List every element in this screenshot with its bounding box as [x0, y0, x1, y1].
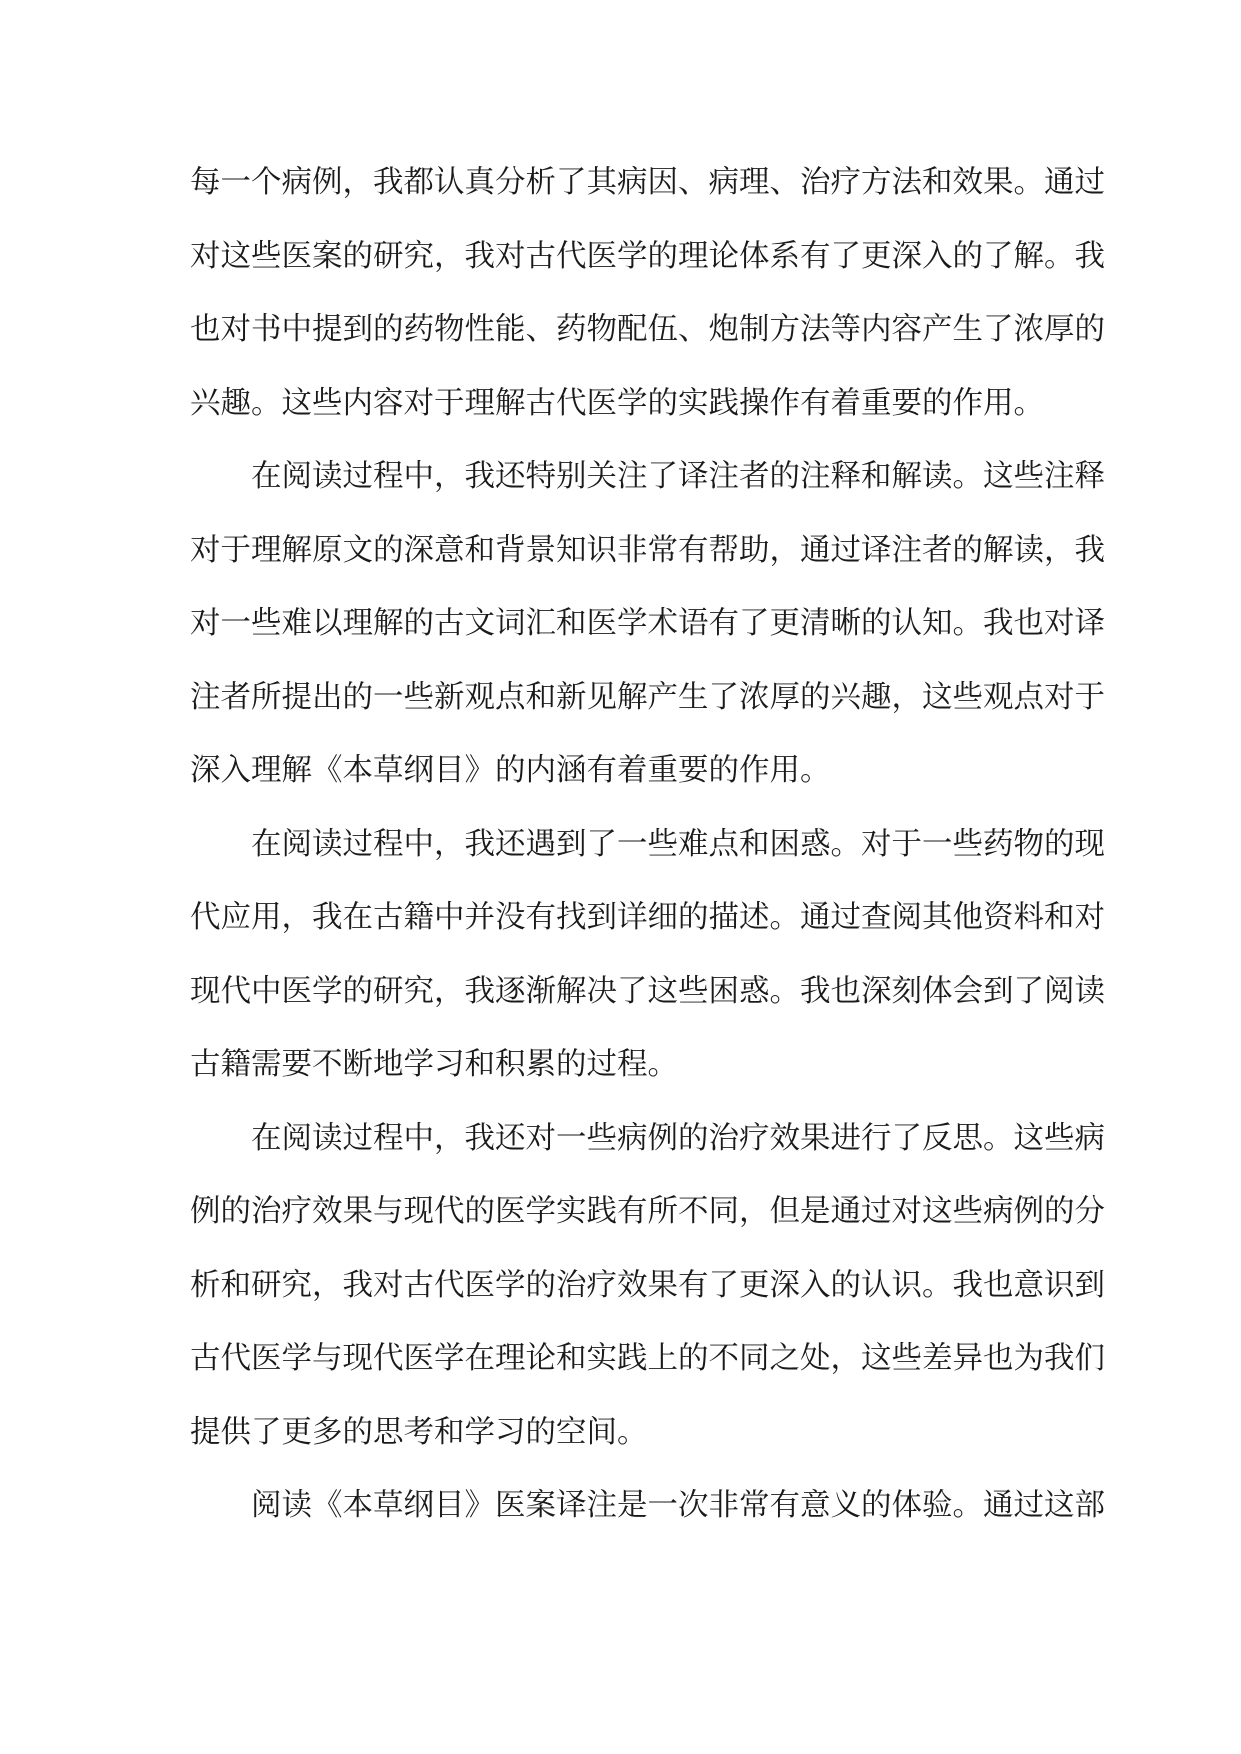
- text-line: 在阅读过程中，我还对一些病例的治疗效果进行了反思。这些病: [251, 1120, 1105, 1156]
- paragraph: [190, 1102, 1105, 1470]
- text-line: 每一个病例，我都认真分析了其病因、病理、治疗方法和效果。通过: [190, 165, 1105, 200]
- text-line: 深入理解《本草纲目》的内涵有着重要的作用。: [190, 753, 831, 788]
- text-line: 古代医学与现代医学在理论和实践上的不同之处，这些差异也为我们: [190, 1341, 1105, 1376]
- paragraph: [190, 1469, 1105, 1543]
- text-line: 提供了更多的思考和学习的空间。: [190, 1414, 648, 1450]
- text-line: 在阅读过程中，我还特别关注了译注者的注释和解读。这些注释: [251, 459, 1105, 494]
- text-line: 注者所提出的一些新观点和新见解产生了浓厚的兴趣，这些观点对于: [190, 679, 1105, 715]
- text-line: 古籍需要不断地学习和积累的过程。: [190, 1047, 678, 1082]
- text-line: 现代中医学的研究，我逐渐解决了这些困惑。我也深刻体会到了阅读: [190, 973, 1105, 1009]
- text-line: 也对书中提到的药物性能、药物配伍、炮制方法等内容产生了浓厚的: [190, 312, 1105, 347]
- text-line: 例的治疗效果与现代的医学实践有所不同，但是通过对这些病例的分: [190, 1194, 1105, 1229]
- text-line: 兴趣。这些内容对于理解古代医学的实践操作有着重要的作用。: [190, 385, 1044, 421]
- paragraph: [190, 146, 1105, 440]
- text-line: 对于理解原文的深意和背景知识非常有帮助，通过译注者的解读，我: [190, 532, 1105, 568]
- text-line: 对这些医案的研究，我对古代医学的理论体系有了更深入的了解。我: [190, 238, 1105, 274]
- text-line: 代应用，我在古籍中并没有找到详细的描述。通过查阅其他资料和对: [190, 900, 1105, 935]
- body-text: [190, 146, 1105, 1543]
- text-line: 在阅读过程中，我还遇到了一些难点和困惑。对于一些药物的现: [251, 826, 1105, 862]
- text-line: 对一些难以理解的古文词汇和医学术语有了更清晰的认知。我也对译: [190, 606, 1105, 641]
- paragraph: [190, 808, 1105, 1102]
- text-line: 析和研究，我对古代医学的治疗效果有了更深入的认识。我也意识到: [190, 1267, 1105, 1303]
- text-line: 阅读《本草纲目》医案译注是一次非常有意义的体验。通过这部: [251, 1488, 1105, 1523]
- paragraph: [190, 440, 1105, 808]
